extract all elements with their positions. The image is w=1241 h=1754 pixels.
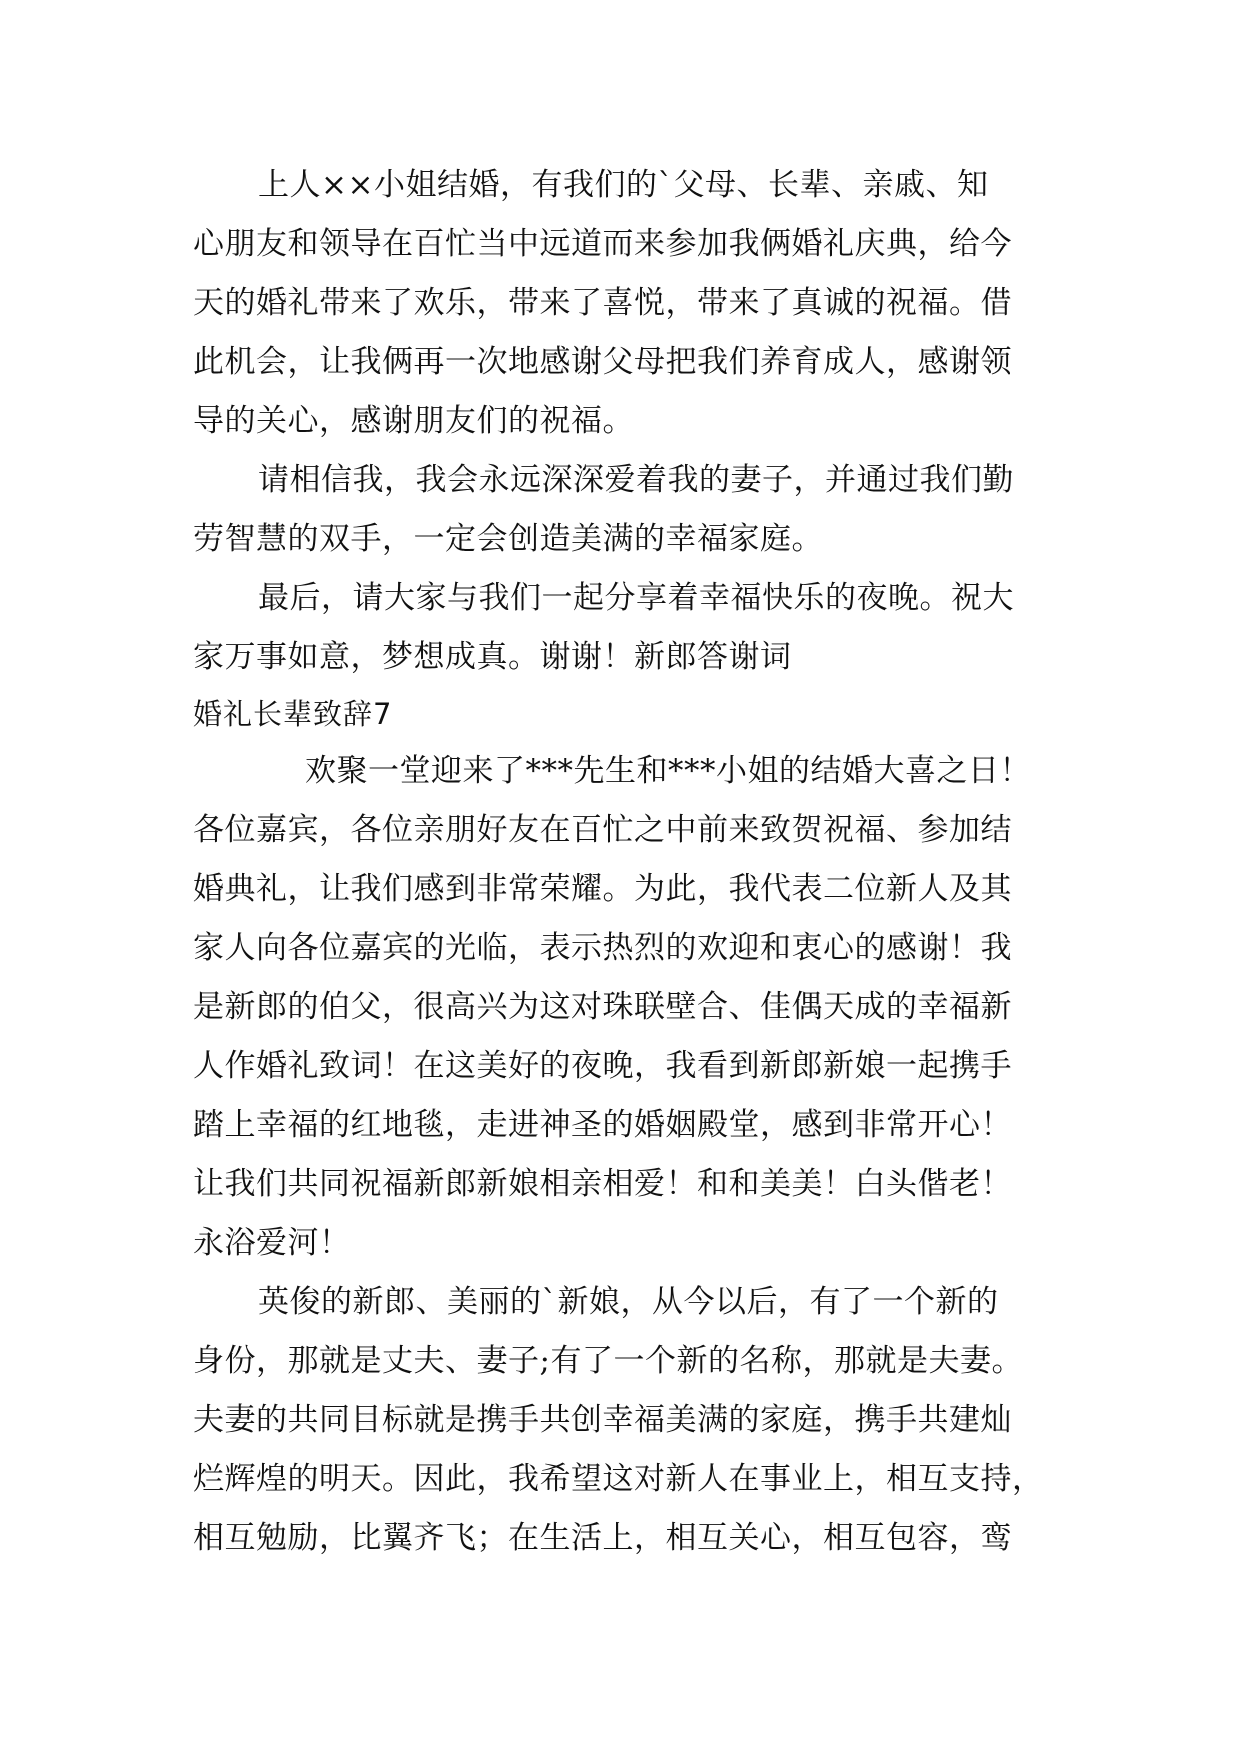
paragraph-line: 最后，请大家与我们一起分享着幸福快乐的夜晚。祝大 — [258, 580, 1014, 616]
paragraph-line: 各位嘉宾，各位亲朋好友在百忙之中前来致贺祝福、参加结 — [193, 812, 1012, 848]
paragraph-line: 家人向各位嘉宾的光临，表示热烈的欢迎和衷心的感谢！我 — [193, 930, 1012, 966]
paragraph-line: 劳智慧的双手，一定会创造美满的幸福家庭。 — [193, 521, 823, 557]
paragraph-line: 天的婚礼带来了欢乐，带来了喜悦，带来了真诚的祝福。借 — [193, 285, 1012, 321]
section-title: 婚礼长辈致辞7 — [193, 697, 393, 731]
paragraph-line: 让我们共同祝福新郎新娘相亲相爱！和和美美！白头偕老！ — [193, 1166, 1012, 1202]
paragraph-line: 是新郎的伯父，很高兴为这对珠联壁合、佳偶天成的幸福新 — [193, 989, 1012, 1025]
paragraph-line: 英俊的新郎、美丽的`新娘，从今以后，有了一个新的 — [258, 1284, 999, 1320]
paragraph-line: 请相信我，我会永远深深爱着我的妻子，并通过我们勤 — [258, 462, 1014, 498]
paragraph-line: 导的关心，感谢朋友们的祝福。 — [193, 403, 634, 439]
paragraph-line: 身份，那就是丈夫、妻子;有了一个新的名称，那就是夫妻。 — [193, 1343, 1023, 1379]
paragraph-line: 上人××小姐结婚，有我们的`父母、长辈、亲戚、知 — [258, 167, 989, 203]
paragraph-line: 心朋友和领导在百忙当中远道而来参加我俩婚礼庆典，给今 — [193, 226, 1012, 262]
paragraph-line: 人作婚礼致词！在这美好的夜晚，我看到新郎新娘一起携手 — [193, 1048, 1012, 1084]
paragraph-line: 永浴爱河！ — [193, 1225, 351, 1261]
paragraph-line: 此机会，让我俩再一次地感谢父母把我们养育成人，感谢领 — [193, 344, 1012, 380]
paragraph-line: 欢聚一堂迎来了***先生和***小姐的结婚大喜之日！ — [305, 753, 1031, 789]
paragraph-line: 家万事如意，梦想成真。谢谢！新郎答谢词 — [193, 639, 792, 675]
paragraph-line: 烂辉煌的明天。因此，我希望这对新人在事业上，相互支持， — [193, 1461, 1044, 1497]
paragraph-line: 踏上幸福的红地毯，走进神圣的婚姻殿堂，感到非常开心！ — [193, 1107, 1012, 1143]
paragraph-line: 婚典礼，让我们感到非常荣耀。为此，我代表二位新人及其 — [193, 871, 1012, 907]
paragraph-line: 相互勉励，比翼齐飞；在生活上，相互关心，相互包容，鸾 — [193, 1520, 1012, 1556]
paragraph-line: 夫妻的共同目标就是携手共创幸福美满的家庭，携手共建灿 — [193, 1402, 1012, 1438]
